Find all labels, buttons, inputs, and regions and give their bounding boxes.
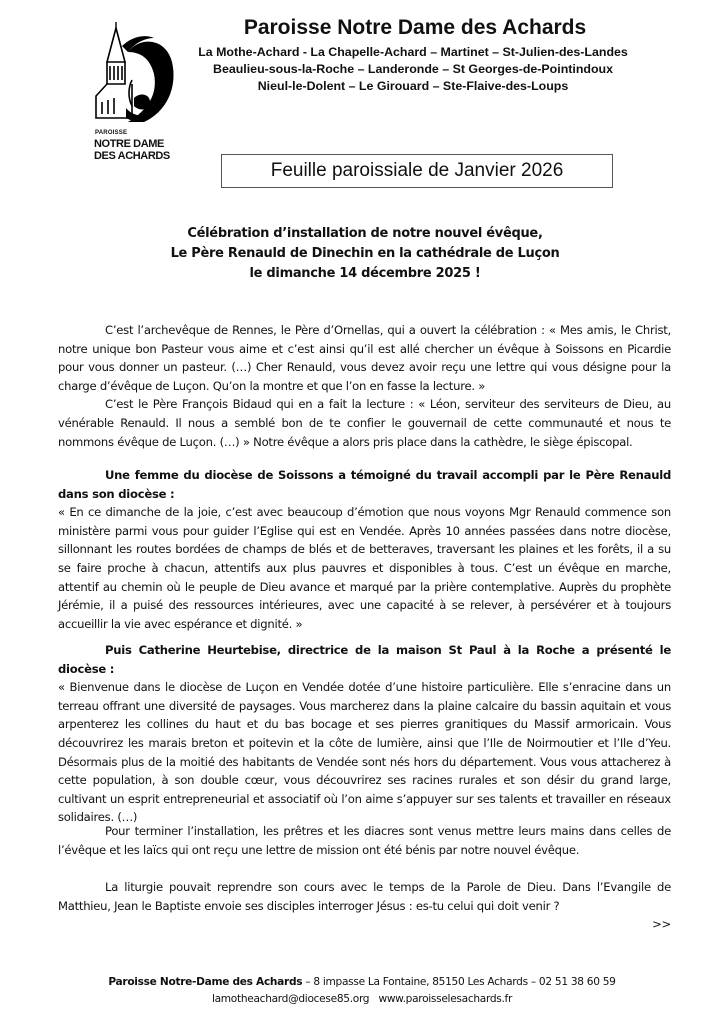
article-section-soissons [58, 466, 671, 633]
headline-line-1: Célébration d’installation de notre nouvel évêque, [187, 226, 543, 241]
footer-address: – 8 impasse La Fontaine, 85150 Les Achards – 02 51 38 60 59 [302, 976, 616, 988]
paragraph-liturgy: La liturgie pouvait reprendre son cours avec le temps de la Parole de Dieu. Dans l’Evangile de Matthieu, Jean le Baptiste envoie ses disciples interroger Jésus : es-tu celui qui doit venir ? [58, 880, 671, 913]
footer-line-2 [60, 991, 664, 1008]
paragraph-diocese-presentation: « Bienvenue dans le diocèse de Luçon en Vendée dotée d’une histoire particulière. Elle s’enracine dans un terreau offrant une diversité de paysages. Vous marcherez dans la plaine calcaire du bassin aquitain et vous arpenterez les collines du haut et du bas bocage et ses pierres granitiques du Massif armoricain. Vous découvrirez les marais breton et poitevin et la côte de lumière, ainsi que l’Ile de Noirmoutier et l’Ile d’Yeu. Désormais plus de la moitié des habitants de Vendée sont nés hors du département. Vous vous attacherez à cette population, à son double cœur, vous découvrirez ses racines rurales et son désir du grand large, cultivant un esprit entrepreneurial et associatif où l’on aime s’appuyer sur ses talents et travailler en réseaux solidaires. (…) [58, 680, 671, 825]
article-section-liturgy [58, 878, 671, 934]
footer-line-1 [60, 974, 664, 991]
logo-label-line1: NOTRE DAME [94, 138, 164, 150]
article-headline [100, 224, 630, 284]
article-section-diocese [58, 641, 671, 827]
paragraph-letter-reading: C’est le Père François Bidaud qui en a fait la lecture : « Léon, serviteur des serviteurs de Dieu, au vénérable Renauld. Il nous a semblé bon de te confier le gouvernail de cette communauté et nous te nommons évêque de Luçon. (…) » Notre évêque a alors pris place dans la cathèdre, le siège épiscopal. [58, 397, 671, 449]
logo-label-line2: DES ACHARDS [94, 150, 170, 162]
church-and-madonna-logo-icon [88, 22, 178, 132]
article-section-opening [58, 321, 671, 451]
footer-org: Paroisse Notre-Dame des Achards [108, 976, 303, 988]
parish-logo [88, 22, 178, 162]
footer-email[interactable]: lamotheachard@diocese85.org [211, 993, 370, 1005]
communes-list [190, 44, 636, 95]
continue-marker: >> [652, 917, 671, 932]
communes-line-1: La Mothe-Achard - La Chapelle-Achard – Martinet – St-Julien-des-Landes [198, 45, 628, 59]
headline-line-3: le dimanche 14 décembre 2025 ! [249, 266, 481, 281]
logo-label-small: PAROISSE [95, 130, 128, 136]
communes-line-3: Nieul-le-Dolent – Le Girouard – Ste-Flaive-des-Loups [257, 79, 569, 93]
paragraph-archbishop: C’est l’archevêque de Rennes, le Père d’Ornellas, qui a ouvert la célébration : « Mes amis, le Christ, notre unique bon Pasteur vous aime et c’est ainsi qu’il est allé chercher un évêque à Soissons en Picardie pour vous donner un pasteur. (…) Cher Renauld, vous devez avoir reçu une lettre qui vous désigne pour la charge d’évêque de Luçon. Qu’on la montre et que l’on en fasse la lecture. » [58, 323, 671, 393]
footer-website[interactable]: www.paroisselesachards.fr [378, 993, 513, 1005]
paragraph-soissons-testimony: « En ce dimanche de la joie, c’est avec beaucoup d’émotion que nous voyons Mgr Renauld commence son ministère parmi vous pour guider l’Eglise qui est en Vendée. Après 10 années passées dans notre diocèse, sillonnant les routes bordées de champs de blés et de betteraves, traversant les plaines et les forêts, il a su se faire proche à chacun, attentifs aux plus pauvres et disponibles à tous. C’est un évêque en marche, attentif au chemin où le peuple de Dieu avance et marqué par la prière contemplative. Auprès du prophète Jérémie, il a puisé des ressources intérieures, avec une capacité à se relever, à persévérer et à toujours accueillir la vie avec espérance et dignité. » [58, 505, 671, 631]
headline-line-2: Le Père Renauld de Dinechin en la cathédrale de Luçon [170, 246, 560, 261]
subheading-soissons-testimony: Une femme du diocèse de Soissons a témoigné du travail accompli par le Père Renauld dans son diocèse : [58, 468, 671, 501]
subheading-diocese-presentation: Puis Catherine Heurtebise, directrice de la maison St Paul à la Roche a présenté le diocèse : [58, 643, 671, 676]
parish-title: Paroisse Notre Dame des Achards [243, 16, 587, 39]
sheet-title-box: Feuille paroissiale de Janvier 2026 [221, 154, 613, 188]
article-section-closing [58, 822, 671, 859]
page-footer [60, 974, 664, 1008]
paragraph-installation-end: Pour terminer l’installation, les prêtres et les diacres sont venus mettre leurs mains dans celles de l’évêque et les laïcs qui ont reçu une lettre de mission ont été bénis par notre nouvel évêque. [58, 824, 671, 857]
communes-line-2: Beaulieu-sous-la-Roche – Landeronde – St Georges-de-Pointindoux [213, 62, 613, 76]
